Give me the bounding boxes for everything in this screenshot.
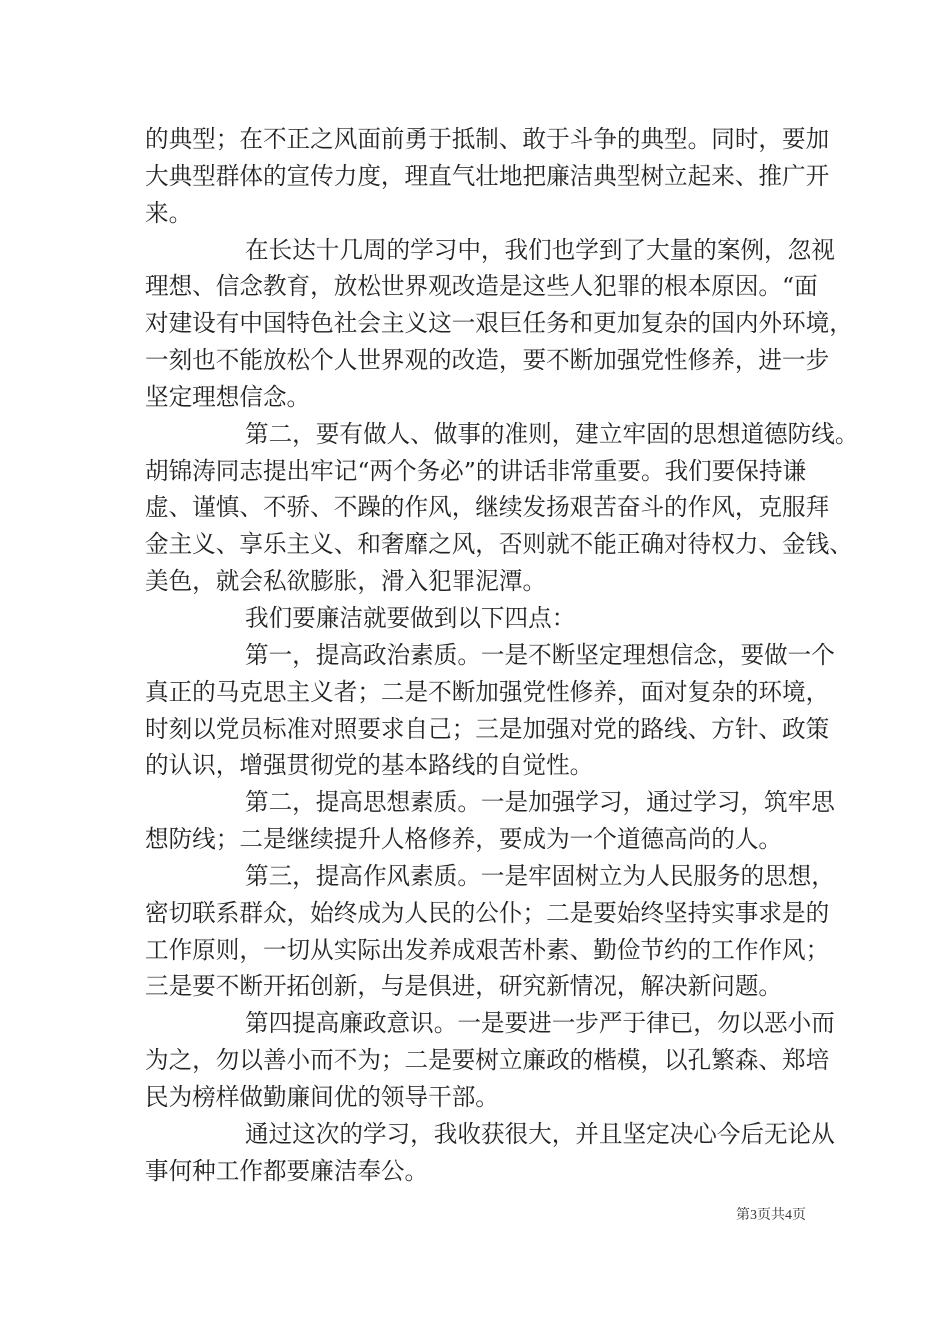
text-line: 坚定理想信念。 xyxy=(145,382,311,411)
page-number: 第3页共4页 xyxy=(736,1208,806,1223)
paragraph xyxy=(145,1005,835,1116)
paragraph xyxy=(145,121,830,232)
text-line: 民为榜样做勤廉间优的领导干部。 xyxy=(145,1082,499,1111)
text-line: 第二，提高思想素质。一是加强学习，通过学习，筑牢思 xyxy=(245,788,835,817)
text-line: 理想、信念教育，放松世界观改造是这些人犯罪的根本原因。“面 xyxy=(145,272,818,301)
text-line: 虚、谨慎、不骄、不躁的作风，继续发扬艰苦奋斗的作风，克服拜 xyxy=(145,493,830,522)
paragraph xyxy=(145,232,853,416)
text-line: 大典型群体的宣传力度，理直气壮地把廉洁典型树立起来、推广开 xyxy=(145,161,830,190)
text-line: 为之，勿以善小而不为；二是要树立廉政的楷模，以孔繁森、郑培 xyxy=(145,1046,830,1075)
text-line: 的认识，增强贯彻党的基本路线的自觉性。 xyxy=(145,751,594,780)
text-line: 来。 xyxy=(145,198,193,227)
text-line: 事何种工作都要廉洁奉公。 xyxy=(145,1156,429,1185)
paragraph xyxy=(145,784,835,858)
paragraph xyxy=(145,1116,835,1190)
text-line: 想防线；二是继续提升人格修养，要成为一个道德高尚的人。 xyxy=(145,825,783,854)
text-line: 时刻以党员标准对照要求自己；三是加强对党的路线、方针、政策 xyxy=(145,714,830,743)
text-line: 第一，提高政治素质。一是不断坚定理想信念，要做一个 xyxy=(245,640,835,669)
paragraph xyxy=(145,416,859,600)
paragraph xyxy=(145,600,825,637)
text-line: 在长达十几周的学习中，我们也学到了大量的案例，忽视 xyxy=(245,235,835,264)
text-line: 的典型；在不正之风面前勇于抵制、敢于斗争的典型。同时，要加 xyxy=(145,125,830,153)
text-line: 金主义、享乐主义、和奢靡之风，否则就不能正确对待权力、金钱、 xyxy=(145,530,853,559)
text-line: 对建设有中国特色社会主义这一艰巨任务和更加复杂的国内外环境， xyxy=(145,309,853,338)
paragraph xyxy=(145,858,835,1005)
text-line: 一刻也不能放松个人世界观的改造，要不断加强党性修养，进一步 xyxy=(145,346,830,375)
text-line: 美色，就会私欲膨胀，滑入犯罪泥潭。 xyxy=(145,567,547,596)
paragraph xyxy=(145,637,835,784)
text-line: 第二，要有做人、做事的准则，建立牢固的思想道德防线。 xyxy=(245,419,859,448)
text-line: 第三，提高作风素质。一是牢固树立为人民服务的思想， xyxy=(245,861,835,890)
text-line: 我们要廉洁就要做到以下四点： xyxy=(245,603,576,632)
text-line: 胡锦涛同志提出牢记“两个务必”的讲话非常重要。我们要保持谦 xyxy=(145,456,807,485)
text-line: 密切联系群众，始终成为人民的公仆；二是要始终坚持实事求是的 xyxy=(145,898,830,927)
text-line: 工作原则，一切从实际出发养成艰苦朴素、勤俭节约的工作作风； xyxy=(145,935,830,964)
text-line: 第四提高廉政意识。一是要进一步严于律已，勿以恶小而 xyxy=(245,1009,835,1038)
text-line: 通过这次的学习，我收获很大，并且坚定决心今后无论从 xyxy=(245,1119,835,1148)
text-line: 真正的马克思主义者；二是不断加强党性修养，面对复杂的环境， xyxy=(145,677,830,706)
document-body xyxy=(145,121,859,1189)
text-line: 三是要不断开拓创新，与是俱进，研究新情况，解决新问题。 xyxy=(145,972,783,1001)
